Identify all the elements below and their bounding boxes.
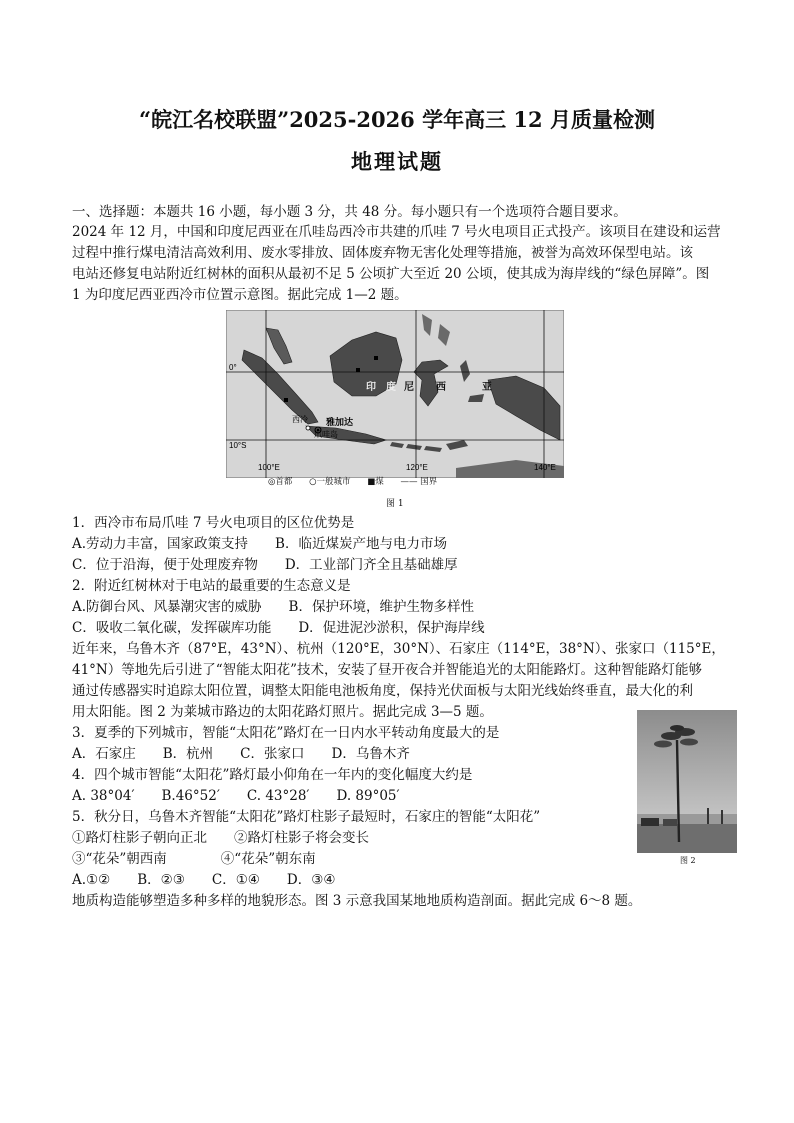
intro-line-1: 2024 年 12 月，中国和印度尼西亚在爪哇岛西冷市共建的爪哇 7 号火电项目正式投产。该项目在建设和运营 [72,224,721,240]
coal-marker [374,356,378,360]
q1-options-row2: C．位于沿海，便于处理废弃物 D．工业部门齐全且基础雄厚 [72,557,458,573]
lon-label-100e: 100°E [258,463,280,472]
country-char-5: 亚 [482,382,492,393]
exam-subtitle: 地理试题 [351,149,443,174]
q3-stem: 3．夏季的下列城市，智能“太阳花”路灯在一日内水平转动角度最大的是 [72,725,500,741]
intro-line-3: 电站还修复电站附近红树林的面积从最初不足 5 公顷扩大至近 20 公顷，使其成为海岸线的“绿色屏障”。图 [72,266,710,282]
lat-label-0: 0° [229,363,237,372]
coal-marker [284,398,288,402]
q2-options-row1: A.防御台风、风暴潮灾害的威胁 B．保护环境，维护生物多样性 [72,599,474,615]
indonesia-map [226,310,564,478]
lat-label-10s: 10°S [229,441,247,450]
q3-options: A．石家庄 B．杭州 C．张家口 D．乌鲁木齐 [72,746,410,762]
coal-marker [356,368,360,372]
q5-items-row1: ①路灯柱影子朝向正北 ②路灯柱影子将会变长 [72,830,369,846]
intro-line-2: 过程中推行煤电清洁高效利用、废水零排放、固体废弃物无害化处理等措施，被誉为高效环保型电站。该 [72,245,693,261]
q1-stem: 1．西冷市布局爪哇 7 号火电项目的区位优势是 [72,515,355,531]
q2-options-row2: C．吸收二氧化碳，发挥碳库功能 D．促进泥沙淤积，保护海岸线 [72,620,485,636]
intro3: 地质构造能够塑造多种多样的地貌形态。图 3 示意我国某地地质构造剖面。据此完成 6～8 题。 [72,893,642,909]
country-char-1: 印 [366,382,376,393]
legend-city: ○一般城市 [309,477,351,487]
figure1-caption: 图 1 [386,499,404,509]
q4-stem: 4．四个城市智能“太阳花”路灯最小仰角在一年内的变化幅度大约是 [72,767,473,783]
cilegon-city-marker [306,426,310,430]
label-cilegon: 西冷 [292,415,308,424]
label-jakarta: 雅加达 [326,418,354,428]
legend-coal: ■煤 [367,477,384,487]
intro2-line-4: 用太阳能。图 2 为莱城市路边的太阳花路灯照片。据此完成 3—5 题。 [72,704,493,720]
q4-options: A. 38°04′ B.46°52′ C. 43°28′ D. 89°05′ [72,788,400,804]
legend-capital: ◎首都 [268,477,293,487]
country-char-3: 尼 [404,382,414,393]
exam-title: “皖江名校联盟”2025-2026 学年高三 12 月质量检测 [139,107,655,132]
q1-options-row1: A.劳动力丰富，国家政策支持 B．临近煤炭产地与电力市场 [72,536,447,552]
legend-border: —— 国界 [400,477,438,487]
lon-label-120e: 120°E [406,463,428,472]
intro2-line-2: 41°N）等地先后引进了“智能太阳花”技术，安装了昼开夜合并智能追光的太阳能路灯。这种智能路灯能够 [72,662,703,678]
intro2-line-3: 通过传感器实时追踪太阳位置，调整太阳能电池板角度，保持光伏面板与太阳光线始终垂直，最大化的利 [72,683,693,699]
intro2-line-1: 近年来，乌鲁木齐（87°E，43°N）、杭州（120°E，30°N）、石家庄（114°E，38°N）、张家口（115°E， [72,641,725,657]
figure2-caption: 图 2 [680,856,696,865]
section-heading: 一、选择题：本题共 16 小题，每小题 3 分，共 48 分。每小题只有一个选项符合题目要求。 [72,204,627,220]
q2-stem: 2．附近红树林对于电站的最重要的生态意义是 [72,578,351,594]
q5-stem: 5．秋分日，乌鲁木齐智能“太阳花”路灯柱影子最短时，石家庄的智能“太阳花” [72,809,541,825]
country-char-2: 度 [386,382,396,393]
label-java: 爪哇岛 [314,430,338,439]
country-char-4: 西 [436,382,446,393]
q5-items-row2: ③“花朵”朝西南 ④“花朵”朝东南 [72,851,316,867]
q5-options: A.①② B．②③ C．①④ D．③④ [72,872,336,888]
solar-flower-streetlight-photo [637,710,737,853]
intro-line-4: 1 为印度尼西亚西冷市位置示意图。据此完成 1—2 题。 [72,287,408,303]
map-legend [268,475,451,487]
lon-label-140e: 140°E [534,463,556,472]
